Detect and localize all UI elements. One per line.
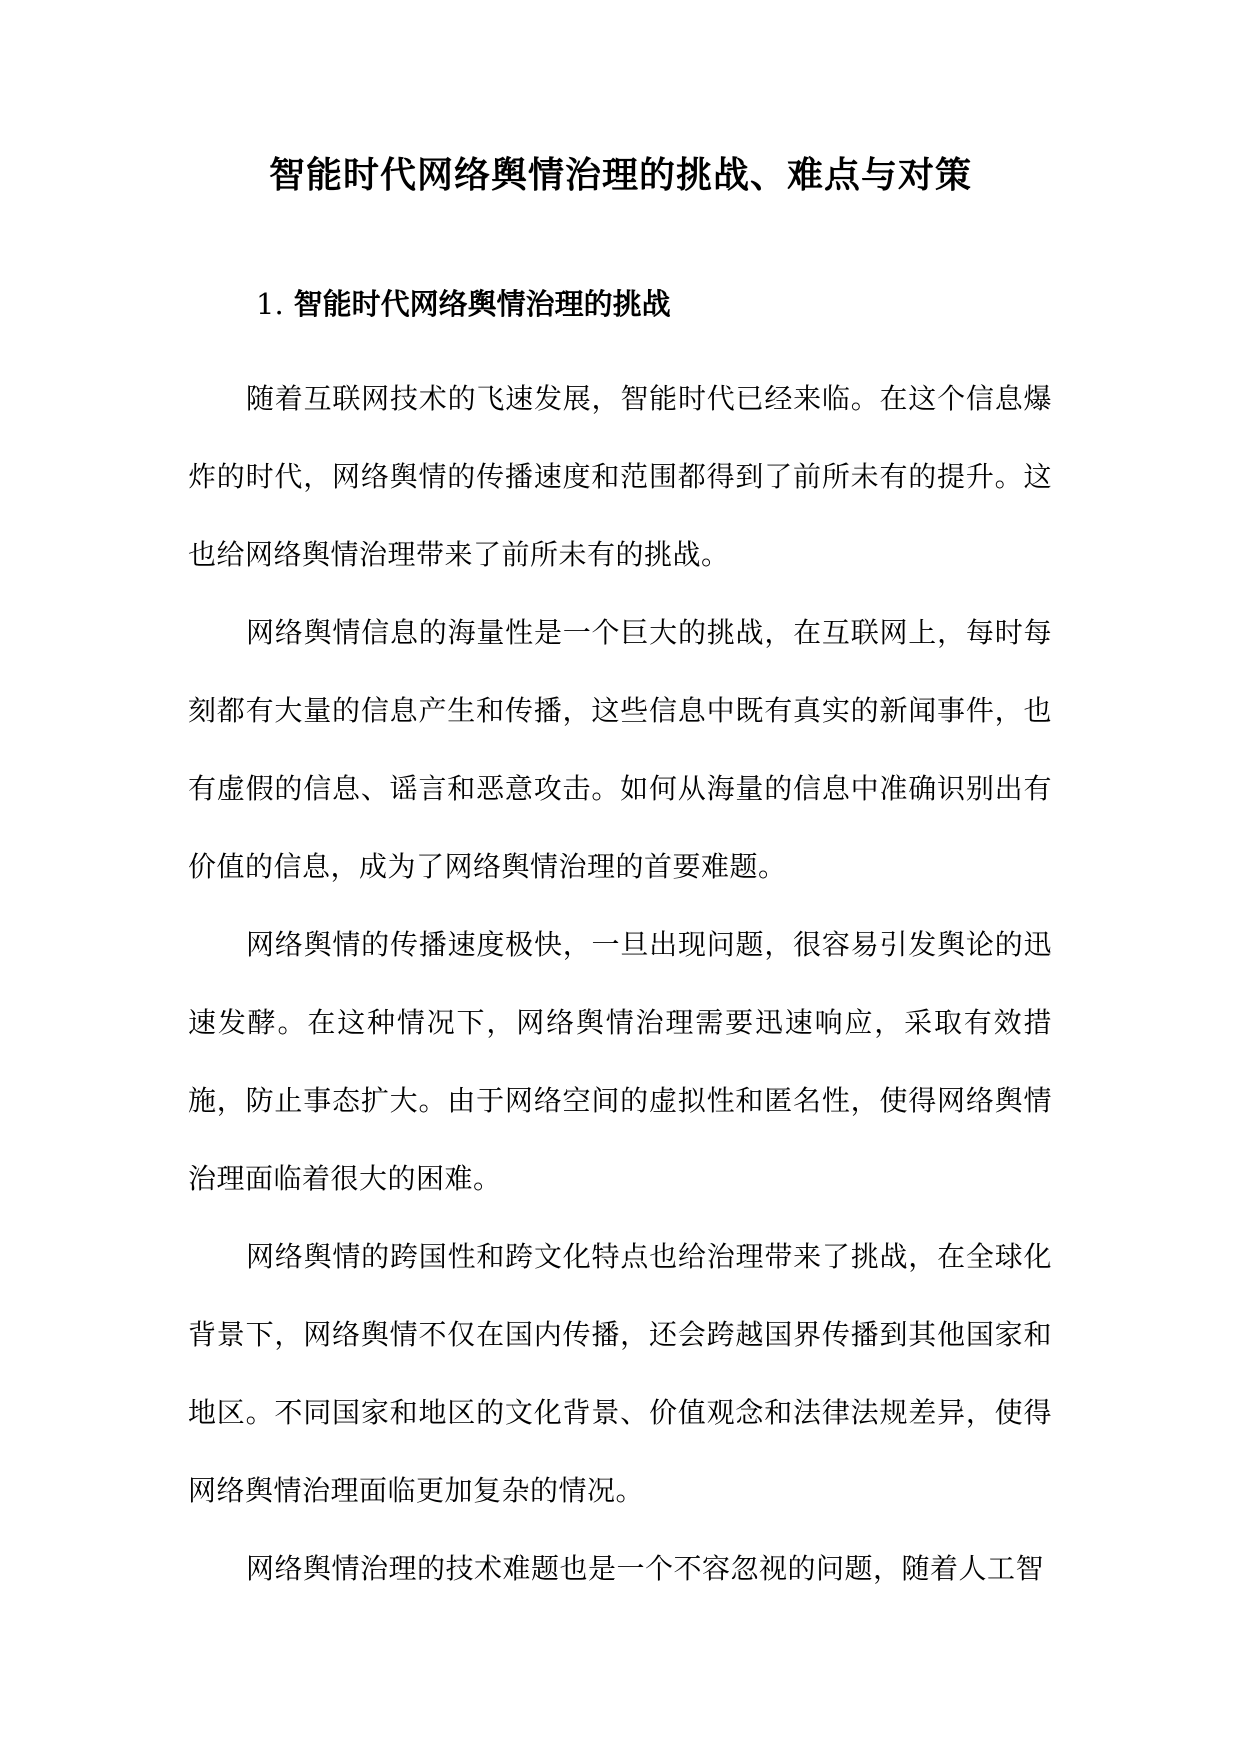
paragraph: 随着互联网技术的飞速发展，智能时代已经来临。在这个信息爆炸的时代，网络舆情的传播速度和范围都得到了前所未有的提升。这也给网络舆情治理带来了前所未有的挑战。 <box>188 382 1052 571</box>
section-number: 1. <box>256 287 284 321</box>
body-text <box>188 360 1052 1608</box>
section-heading <box>256 282 671 326</box>
paragraph: 网络舆情信息的海量性是一个巨大的挑战，在互联网上，每时每刻都有大量的信息产生和传播，这些信息中既有真实的新闻事件，也有虚假的信息、谣言和恶意攻击。如何从海量的信息中准确识别出有价值的信息，成为了网络舆情治理的首要难题。 <box>188 616 1052 883</box>
document-title: 智能时代网络舆情治理的挑战、难点与对策 <box>268 155 972 196</box>
paragraph: 网络舆情的跨国性和跨文化特点也给治理带来了挑战，在全球化背景下，网络舆情不仅在国内传播，还会跨越国界传播到其他国家和地区。不同国家和地区的文化背景、价值观念和法律法规差异，使得网络舆情治理面临更加复杂的情况。 <box>188 1240 1052 1507</box>
section-title: 智能时代网络舆情治理的挑战 <box>293 287 671 321</box>
paragraph: 网络舆情的传播速度极快，一旦出现问题，很容易引发舆论的迅速发酵。在这种情况下，网络舆情治理需要迅速响应，采取有效措施，防止事态扩大。由于网络空间的虚拟性和匿名性，使得网络舆情治理面临着很大的困难。 <box>188 928 1052 1195</box>
paragraph: 网络舆情治理的技术难题也是一个不容忽视的问题，随着人工智 <box>246 1552 1045 1585</box>
